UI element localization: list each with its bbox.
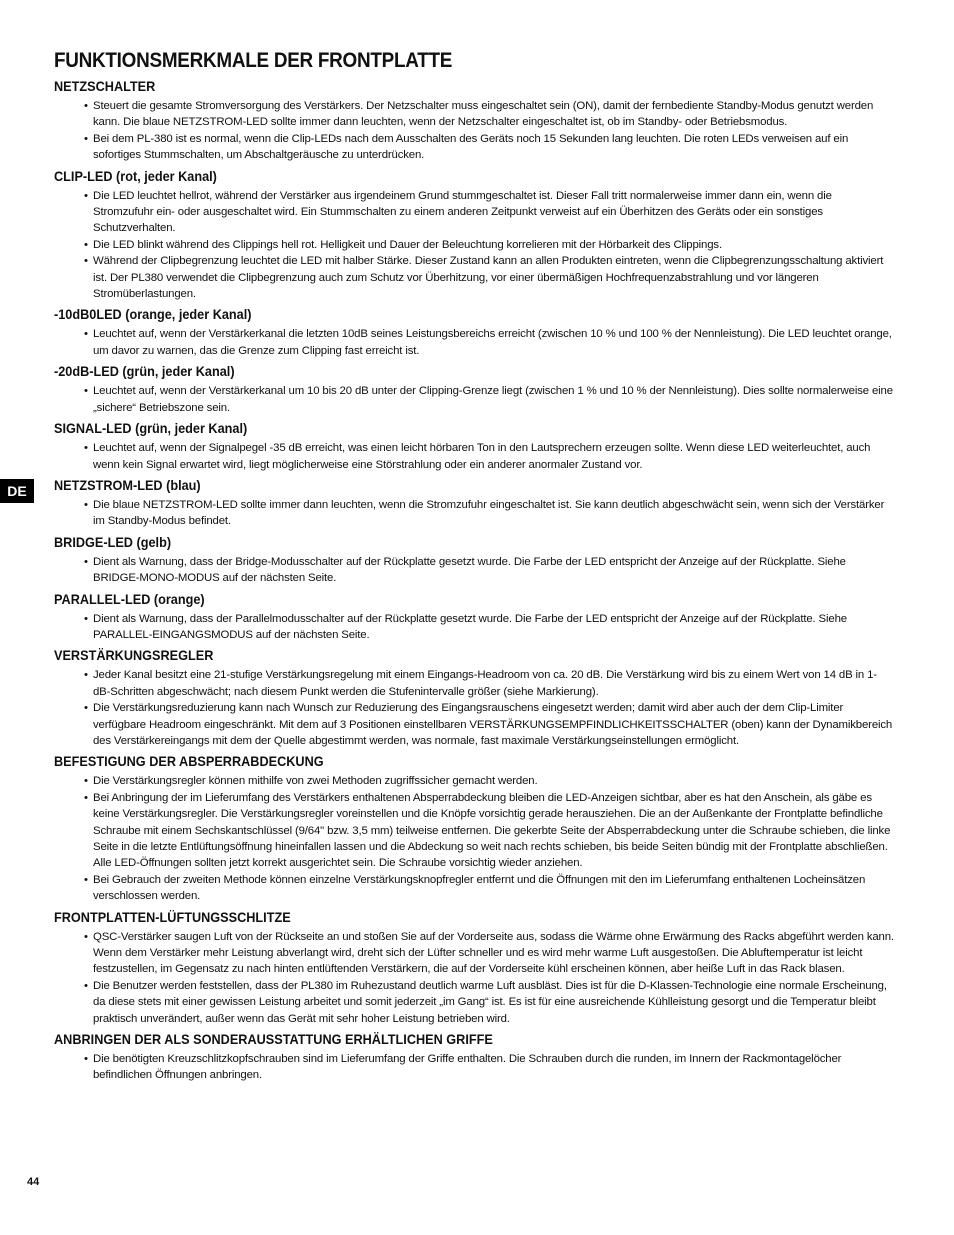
- section-title: VERSTÄRKUNGSREGLER: [54, 648, 214, 664]
- bullet-item: • Die LED leuchtet hellrot, während der Verstärker aus irgendeinem Grund stummgeschaltet ist. Dieser Fall tritt normalerweise immer dann ein, wenn die Stromzufuhr ein- oder ausgeschaltet wird. Ein Stummschalten zu einem anderen Zeitpunkt verweist auf ein Überhitzen des Geräts oder ein sonstiges Schutzverhalten.: [84, 188, 894, 237]
- bullet-list: [54, 326, 894, 359]
- bullet-list: [54, 383, 894, 416]
- bullet-item: • Bei Anbringung der im Lieferumfang des Verstärkers enthaltenen Absperrabdeckung bleiben die LED-Anzeigen sichtbar, aber es hat den Anschein, als gäbe es keine Verstärkungsregler. Die Verstärkungsregler voreinstellen und die Knöpfe vorsichtig gerade herausziehen. Die an der Außenkante der Frontplatte befindliche Schraube mit einem Sechskantschlüssel (9/64" bzw. 3,5 mm) teilweise entfernen. Die gekerbte Seite der Absperrabdeckung unter die Schraube schieben, die linke Seite in die letzte Entlüftungsöffnung hineinfallen lassen und die Abdeckung so weit nach rechts schieben, bis beide Seiten bündig mit der Frontplatte abschließen. Alle LED-Öffnungen sollten jetzt korrekt ausgerichtet sein. Die Schraube vorsichtig wieder anziehen.: [84, 790, 894, 872]
- section-title: -20dB-LED (grün, jeder Kanal): [54, 364, 235, 380]
- bullet-item: • Leuchtet auf, wenn der Verstärkerkanal um 10 bis 20 dB unter der Clipping-Grenze liegt (zwischen 1 % und 10 % der Nennleistung). Dies sollte normalerweise eine „sichere“ Betriebszone sein.: [84, 383, 894, 416]
- section-title: BRIDGE-LED (gelb): [54, 534, 172, 550]
- bullet-list: [54, 497, 894, 530]
- bullet-item: • Während der Clipbegrenzung leuchtet die LED mit halber Stärke. Dieser Zustand kann an allen Produkten eintreten, wenn die Clipbegrenzungsschaltung aktiviert ist. Der PL380 verwendet die Clipbegrenzung auch zum Schutz vor Überhitzung, vor einer übermäßigen Hochfrequenzabstrahlung und vor längeren Stromüberlastungen.: [84, 253, 894, 302]
- section-title: BEFESTIGUNG DER ABSPERRABDECKUNG: [54, 754, 324, 770]
- bullet-item: • Die benötigten Kreuzschlitzkopfschrauben sind im Lieferumfang der Griffe enthalten. Die Schrauben durch die runden, im Innern der Rackmontagelöcher befindlichen Öffnungen anbringen.: [84, 1051, 894, 1084]
- section-title: CLIP-LED (rot, jeder Kanal): [54, 168, 217, 184]
- bullet-item: • Steuert die gesamte Stromversorgung des Verstärkers. Der Netzschalter muss eingeschaltet sein (ON), damit der fernbediente Standby-Modus genutzt werden kann. Die blaue NETZSTROM-LED sollte immer dann leuchten, wenn der Netzschalter eingeschaltet ist, ob im Standby- oder Betriebsmodus.: [84, 98, 894, 131]
- section: [54, 168, 894, 303]
- section-title: NETZSCHALTER: [54, 79, 156, 94]
- section-title: PARALLEL-LED (orange): [54, 591, 205, 607]
- bullet-list: [54, 188, 894, 303]
- bullet-item: • QSC-Verstärker saugen Luft von der Rückseite an und stoßen Sie auf der Vorderseite aus, sodass die Wärme ohne Erwärmung des Racks abgeführt werden kann. Wenn dem Verstärker mehr Leistung abverlangt wird, dreht sich der Lüfter schneller und es wird mehr warme Luft ausgestoßen. Die Abluftemperatur ist leicht festzustellen, im Gegensatz zu nach hinten entlüftenden Verstärkern, die auf der Vorderseite kühl erscheinen können, aber heiße Luft in das Rack blasen.: [84, 929, 894, 978]
- section-title: FRONTPLATTEN-LÜFTUNGSSCHLITZE: [54, 909, 291, 925]
- bullet-item: • Bei Gebrauch der zweiten Methode können einzelne Verstärkungsknopfregler entfernt und die Öffnungen mit den im Lieferumfang enthaltenen Locheinsätzen verschlossen werden.: [84, 872, 894, 905]
- section: [54, 78, 894, 164]
- bullet-list: [54, 773, 894, 904]
- section-title: SIGNAL-LED (grün, jeder Kanal): [54, 421, 248, 437]
- section: [54, 591, 894, 644]
- bullet-list: [54, 929, 894, 1027]
- bullet-item: • Die Benutzer werden feststellen, dass der PL380 im Ruhezustand deutlich warme Luft ausbläst. Dies ist für die D-Klassen-Technologie eine normale Erscheinung, da diese stets mit einer gewissen Leistung arbeitet und somit jederzeit „im Gang“ ist. Es ist für eine ausreichende Kühlleistung gesorgt und die Temperatur bleibt praktisch unverändert, außer wenn das Gerät mit sehr hoher Leistung betrieben wird.: [84, 978, 894, 1027]
- section: [54, 306, 894, 359]
- bullet-item: • Leuchtet auf, wenn der Verstärkerkanal die letzten 10dB seines Leistungsbereichs erreicht (zwischen 10 % und 100 % der Nennleistung). Die LED leuchtet orange, um davor zu warnen, das die Grenze zum Clipping fast erreicht ist.: [84, 326, 894, 359]
- bullet-list: [54, 440, 894, 473]
- bullet-item: • Die Verstärkungsregler können mithilfe von zwei Methoden zugriffssicher gemacht werden.: [84, 773, 894, 789]
- bullet-item: • Die blaue NETZSTROM-LED sollte immer dann leuchten, wenn die Stromzufuhr eingeschaltet ist. Sie kann deutlich abgeschwächt sein, wenn sich der Verstärker im Standby-Modus befindet.: [84, 497, 894, 530]
- section-title: NETZSTROM-LED (blau): [54, 477, 201, 493]
- bullet-list: [54, 554, 894, 587]
- language-tab: DE: [0, 479, 34, 503]
- bullet-item: • Jeder Kanal besitzt eine 21-stufige Verstärkungsregelung mit einem Eingangs-Headroom von ca. 20 dB. Die Verstärkung wird bis zu einem Wert von 14 dB in 1-dB-Schritten abgeschwächt; nach diesem Punkt werden die Stufenintervalle größer (siehe Markierung).: [84, 667, 894, 700]
- section: [54, 420, 894, 473]
- section: [54, 477, 894, 530]
- section: [54, 534, 894, 587]
- section: [54, 909, 894, 1027]
- bullet-item: • Dient als Warnung, dass der Bridge-Modusschalter auf der Rückplatte gesetzt wurde. Die Farbe der LED entspricht der Anzeige auf der Rückplatte. Siehe BRIDGE-MONO-MODUS auf der nächsten Seite.: [84, 554, 894, 587]
- section: [54, 363, 894, 416]
- page-title: FUNKTIONSMERKMALE DER FRONTPLATTE: [54, 49, 453, 72]
- bullet-list: [54, 611, 894, 644]
- page-number: 44: [27, 1176, 40, 1188]
- bullet-list: [54, 1051, 894, 1084]
- bullet-item: • Die Verstärkungsreduzierung kann nach Wunsch zur Reduzierung des Eingangsrauschens eingesetzt werden; damit wird aber auch der dem Clip-Limiter verfügbare Headroom eingeschränkt. Mit dem auf 3 Positionen einstellbaren VERSTÄRKUNGSEMPFINDLICHKEITSSCHALTER (oben) kann der Dynamikbereich des Verstärkereingangs mit dem der Quelle abgestimmt werden, was normale, fast maximale Verstärkungseinstellungen ermöglicht.: [84, 700, 894, 749]
- section: [54, 647, 894, 749]
- bullet-item: • Leuchtet auf, wenn der Signalpegel -35 dB erreicht, was einen leicht hörbaren Ton in den Lautsprechern erzeugen sollte. Wenn diese LED weiterleuchtet, auch wenn kein Signal erwartet wird, liegt möglicherweise eine Störstrahlung oder ein anderer anormaler Zustand vor.: [84, 440, 894, 473]
- section: [54, 753, 894, 904]
- section: [54, 1031, 894, 1084]
- bullet-list: [54, 98, 894, 164]
- bullet-list: [54, 667, 894, 749]
- section-title: ANBRINGEN DER ALS SONDERAUSSTATTUNG ERHÄLTLICHEN GRIFFE: [54, 1032, 493, 1048]
- bullet-item: • Die LED blinkt während des Clippings hell rot. Helligkeit und Dauer der Beleuchtung korrelieren mit der Hörbarkeit des Clippings.: [84, 237, 894, 253]
- section-title: -10dB0LED (orange, jeder Kanal): [54, 307, 252, 323]
- document-body: [54, 78, 894, 1088]
- bullet-item: • Bei dem PL-380 ist es normal, wenn die Clip-LEDs nach dem Ausschalten des Geräts noch 15 Sekunden lang leuchten. Die roten LEDs verweisen auf ein sofortiges Stummschalten, um Abschaltgeräusche zu unterdrücken.: [84, 131, 894, 164]
- bullet-item: • Dient als Warnung, dass der Parallelmodusschalter auf der Rückplatte gesetzt wurde. Die Farbe der LED entspricht der Anzeige auf der Rückplatte. Siehe PARALLEL-EINGANGSMODUS auf der nächsten Seite.: [84, 611, 894, 644]
